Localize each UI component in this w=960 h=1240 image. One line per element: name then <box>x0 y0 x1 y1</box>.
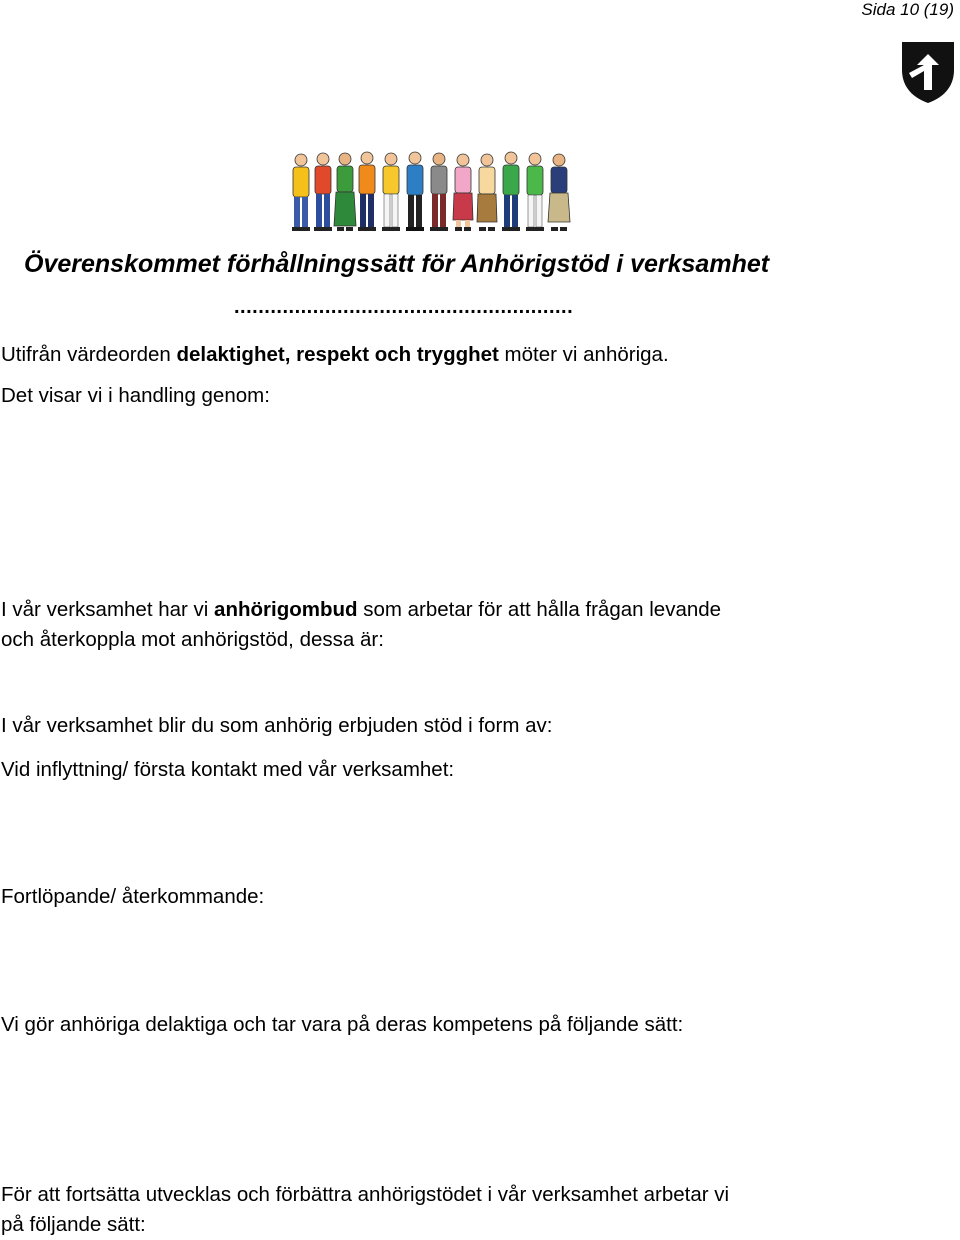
person-figure <box>314 153 332 231</box>
person-figure <box>526 153 544 231</box>
stod-line: I vår verksamhet blir du som anhörig erbjuden stöd i form av: <box>1 714 553 737</box>
fortsatta-line2: på följande sätt: <box>1 1213 146 1236</box>
person-figure <box>477 154 497 231</box>
person-figure <box>358 152 376 231</box>
document-title: Överenskommet förhållningssätt för Anhörigstöd i verksamhet <box>24 250 770 278</box>
person-figure <box>430 153 448 231</box>
group-of-people-illustration <box>287 150 573 234</box>
handling-line: Det visar vi i handling genom: <box>1 384 270 407</box>
person-figure <box>334 153 356 231</box>
page-number: Sida 10 (19) <box>861 0 954 19</box>
title-dotted-fill: ........................................................ <box>234 296 574 318</box>
intro-paragraph: Utifrån värdeorden delaktighet, respekt och trygghet möter vi anhöriga. <box>1 343 669 366</box>
person-figure <box>548 154 570 231</box>
person-figure <box>382 153 400 231</box>
fortlopande-line: Fortlöpande/ återkommande: <box>1 885 265 908</box>
inflyttning-line: Vid inflyttning/ första kontakt med vår verksamhet: <box>1 758 455 781</box>
ombud-paragraph-line1: I vår verksamhet har vi anhörigombud som arbetar för att hålla frågan levande <box>1 598 722 621</box>
person-figure <box>453 154 473 231</box>
anhorigombud-term: anhörigombud <box>214 598 358 621</box>
person-figure <box>406 152 424 231</box>
person-figure <box>502 152 520 231</box>
person-figure <box>292 154 310 231</box>
core-values: delaktighet, respekt och trygghet <box>176 343 499 366</box>
fortsatta-line1: För att fortsätta utvecklas och förbättra anhörigstödet i vår verksamhet arbetar vi <box>1 1183 730 1206</box>
municipality-crest-icon <box>899 40 957 104</box>
delaktiga-line: Vi gör anhöriga delaktiga och tar vara på deras kompetens på följande sätt: <box>1 1013 684 1036</box>
ombud-paragraph-line2: och återkoppla mot anhörigstöd, dessa är: <box>1 628 384 651</box>
